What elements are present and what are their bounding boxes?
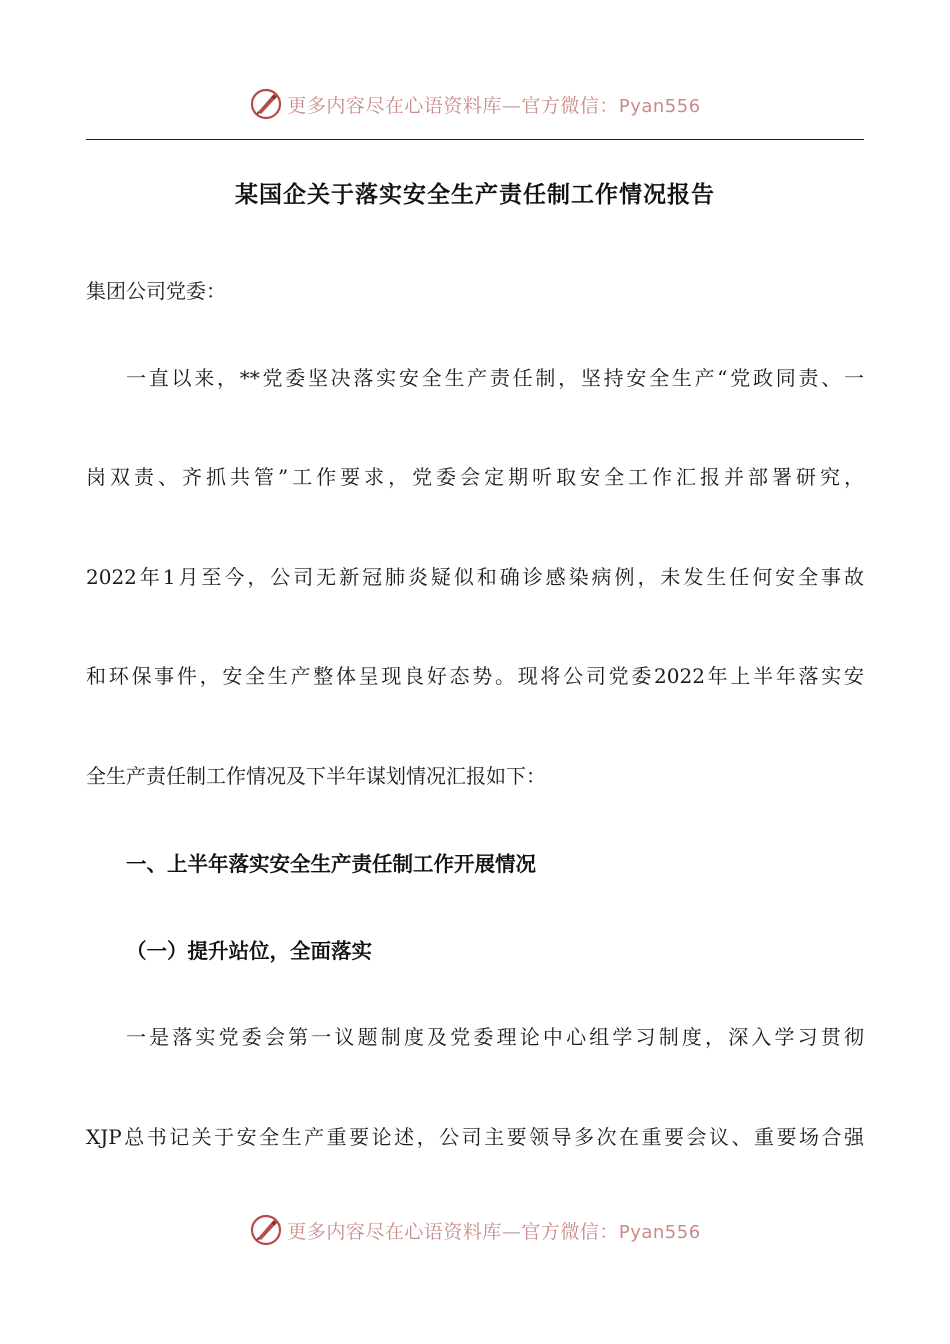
body-line-1: 一是落实党委会第一议题制度及党委理论中心组学习制度，深入学习贯彻 bbox=[126, 1025, 864, 1049]
header-watermark bbox=[0, 84, 950, 124]
watermark-brand: 更多内容尽在心语资料库 bbox=[287, 94, 502, 117]
document-title: 某国企关于落实安全生产责任制工作情况报告 bbox=[235, 181, 715, 208]
watermark-text bbox=[287, 1217, 700, 1244]
watermark-brand: 更多内容尽在心语资料库 bbox=[287, 1220, 502, 1243]
intro-line-4: 和环保事件，安全生产整体呈现良好态势。现将公司党委2022年上半年落实安 bbox=[86, 664, 864, 688]
salutation: 集团公司党委： bbox=[86, 279, 226, 303]
intro-line-5: 全生产责任制工作情况及下半年谋划情况汇报如下： bbox=[86, 764, 546, 788]
watermark-contact-label: 官方微信： bbox=[521, 1220, 619, 1243]
body-line-2: XJP总书记关于安全生产重要论述，公司主要领导多次在重要会议、重要场合强 bbox=[86, 1125, 864, 1149]
pen-seal-icon bbox=[249, 87, 283, 121]
subsection-heading-1: （一）提升站位，全面落实 bbox=[126, 939, 372, 963]
watermark-separator: — bbox=[501, 1220, 522, 1243]
intro-line-3: 2022年1月至今，公司无新冠肺炎疑似和确诊感染病例，未发生任何安全事故 bbox=[86, 565, 864, 589]
pen-seal-icon bbox=[249, 1213, 283, 1247]
watermark-text bbox=[287, 91, 700, 118]
watermark-contact-id: Pyan556 bbox=[618, 95, 701, 117]
footer-watermark bbox=[0, 1210, 950, 1250]
intro-line-1: 一直以来，**党委坚决落实安全生产责任制，坚持安全生产“党政同责、一 bbox=[126, 366, 864, 390]
header-rule bbox=[86, 139, 864, 140]
section-heading-1: 一、上半年落实安全生产责任制工作开展情况 bbox=[126, 852, 536, 876]
watermark-contact-id: Pyan556 bbox=[618, 1221, 701, 1243]
watermark-separator: — bbox=[501, 94, 522, 117]
watermark-contact-label: 官方微信： bbox=[521, 94, 619, 117]
intro-line-2: 岗双责、齐抓共管”工作要求，党委会定期听取安全工作汇报并部署研究， bbox=[86, 465, 864, 489]
